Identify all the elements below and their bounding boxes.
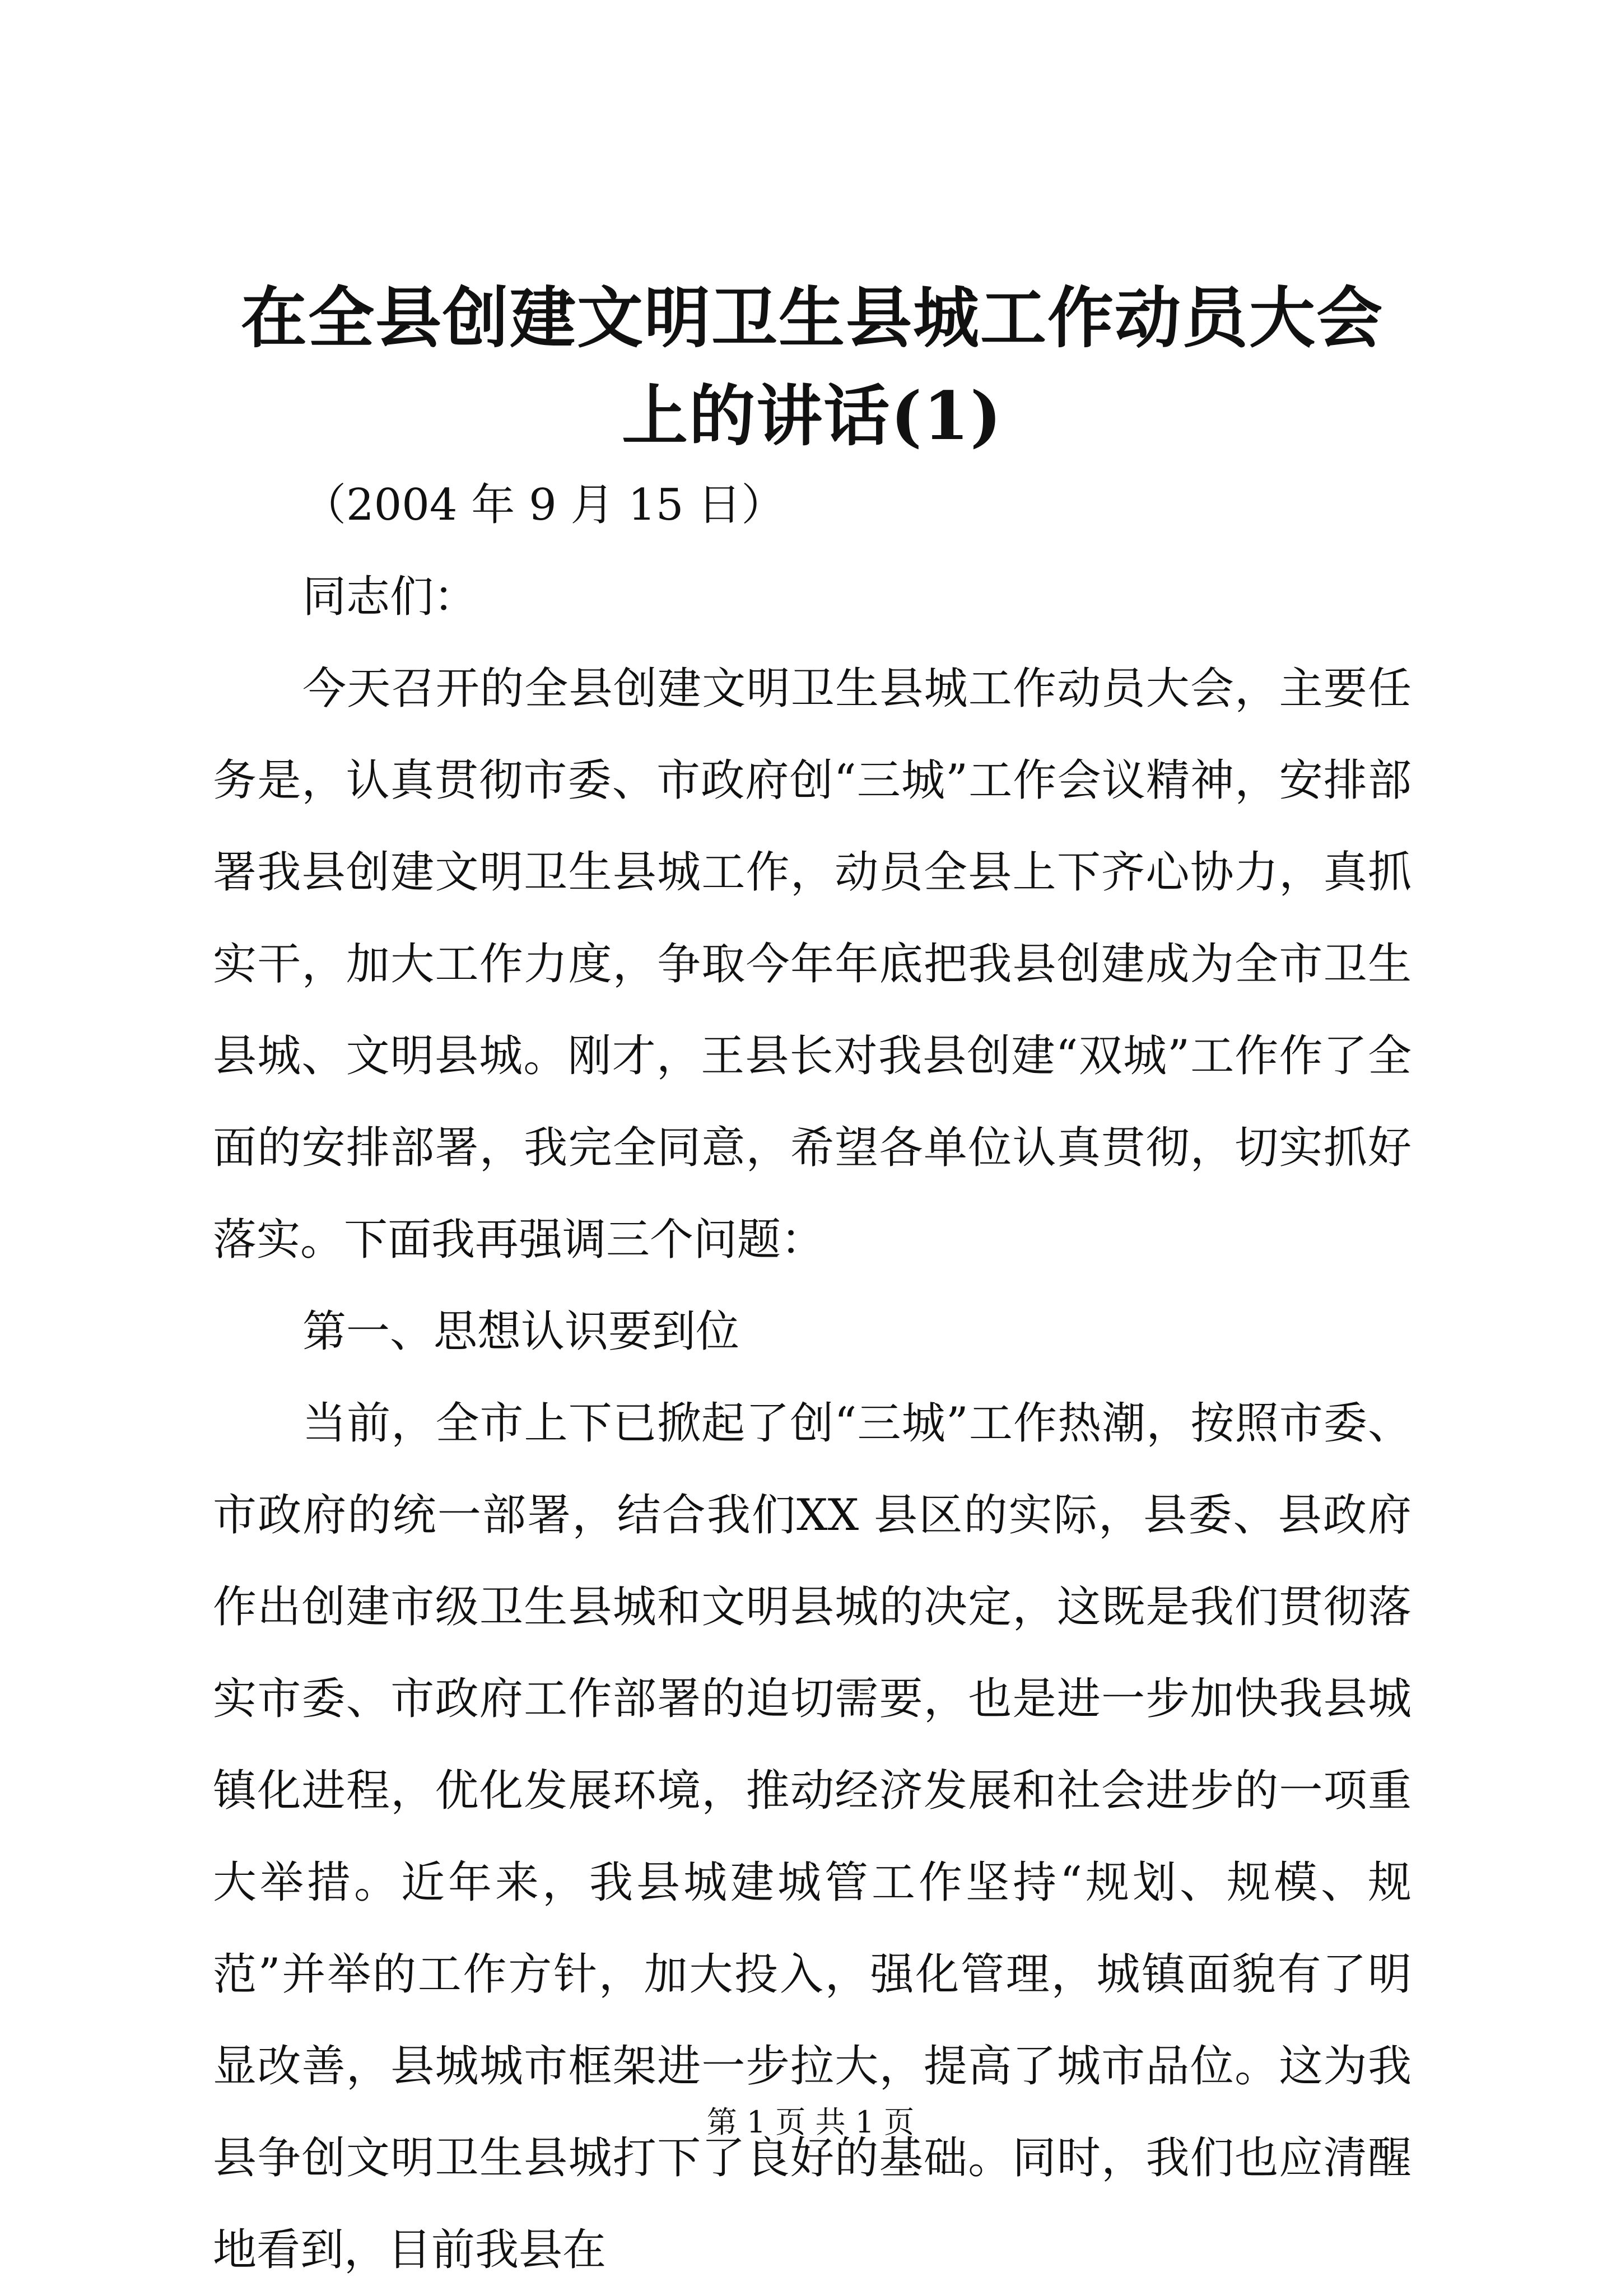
page-number-footer: 第 1 页 共 1 页: [706, 2104, 915, 2140]
salutation: 同志们：: [302, 572, 478, 622]
paragraph-2: 当前，全市上下已掀起了创“三城”工作热潮，按照市委、市政府的统一部署，结合我们XX 县区的实际，县委、县政府作出创建市级卫生县城和文明县城的决定，这既是我们贯彻落实市委、市政府工作部署的迫切需要，也是进一步加快我县城镇化进程，优化发展环境，推动经济发展和社会进步的一项重大举措。近年来，我县城建城管工作坚持“规划、规模、规范”并举的工作方针，加大投入，强化管理，城镇面貌有了明显改善，县城城市框架进一步拉大，提高了城市品位。这为我县争创文明卫生县城打下了良好的基础。同时，我们也应清醒地看到，目前我县在: [213, 1398, 1412, 2275]
paragraph-1: 今天召开的全县创建文明卫生县城工作动员大会，主要任务是，认真贯彻市委、市政府创“三城”工作会议精神，安排部署我县创建文明卫生县城工作，动员全县上下齐心协力，真抓实干，加大工作力度，争取今年年底把我县创建成为全市卫生县城、文明县城。刚才，王县长对我县创建“双城”工作作了全面的安排部署，我完全同意，希望各单位认真贯彻，切实抓好落实。下面我再强调三个问题：: [213, 664, 1412, 1265]
date-line: （2004 年 9 月 15 日）: [302, 480, 785, 530]
section-heading-1: 第一、思想认识要到位: [302, 1306, 740, 1357]
document-body: [213, 459, 1412, 2296]
document-title: 在全县创建文明卫生县城工作动员大会上的讲话(1): [240, 279, 1384, 455]
